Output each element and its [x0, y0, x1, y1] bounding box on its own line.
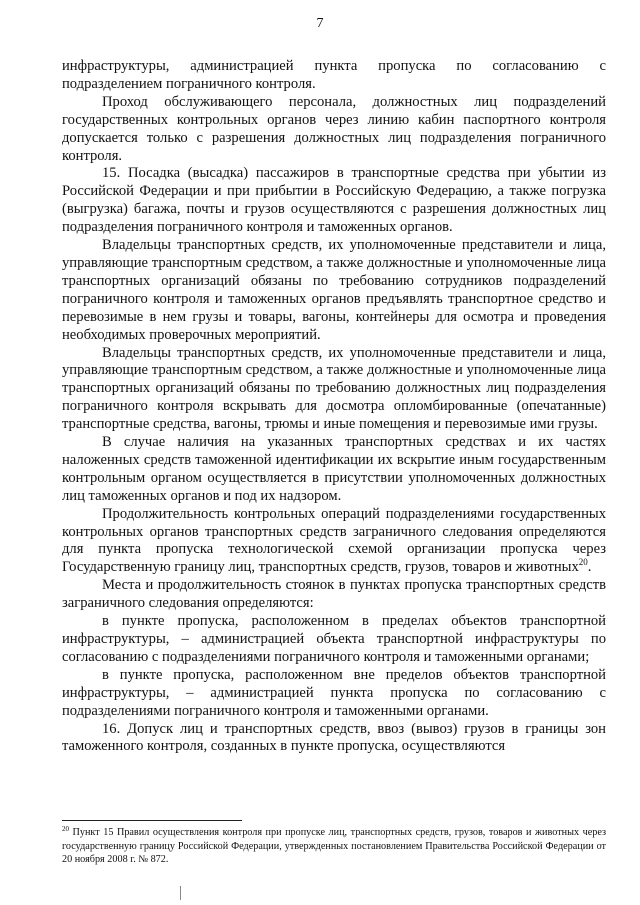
paragraph-10: в пункте пропуска, расположенном вне пределов объектов транспортной инфраструктуры, – администрацией пункта пропуска по согласованию с подразделениями пограничного контроля и таможенными органами.	[62, 666, 606, 719]
paragraph-7-text: Продолжительность контрольных операций подразделениями государственных контрольных органов транспортных средств заграничного следования определяются для пункта пропуска технологической схемой организации пропуска через Государственную границу лиц, транспортных средств, грузов, товаров и животных	[62, 505, 606, 576]
scan-mark	[180, 886, 181, 900]
paragraph-2: Проход обслуживающего персонала, должностных лиц подразделений государственных контрольных органов через линию кабин паспортного контроля допускается только с разрешения должностных лиц подразделения пограничного контроля.	[62, 93, 606, 164]
paragraph-9: в пункте пропуска, расположенном в пределах объектов транспортной инфраструктуры, – администрацией объекта транспортной инфраструктуры по согласованию с подразделениями пограничного контроля и таможенными органами;	[62, 613, 606, 665]
paragraph-5: Владельцы транспортных средств, их уполномоченные представители и лица, управляющие транспортным средством, а также должностные и уполномоченные лица транспортных организаций обязаны по требованию должностных лиц подразделения пограничного контроля вскрывать для досмотра опломбированные (опечатанные) транспортные средства, вагоны, трюмы и иные помещения и перевозимые ими грузы.	[62, 344, 606, 433]
paragraph-7-end: .	[587, 559, 592, 576]
footnote-divider	[62, 820, 242, 821]
paragraph-11: 16. Допуск лиц и транспортных средств, ввоз (вывоз) грузов в границы зон таможенного контроля, созданных в пункте пропуска, осуществляются	[62, 720, 606, 755]
paragraph-6: В случае наличия на указанных транспортных средствах и их частях наложенных средств таможенной идентификации их вскрытие иным государственным контрольным органом осуществляется в присутствии уполномоченных должностных лиц таможенных органов и под их надзором.	[62, 434, 606, 504]
footnote	[62, 826, 606, 867]
footnote-reference: 20	[578, 557, 588, 568]
page-number: 7	[316, 16, 324, 31]
footnote-text: Пункт 15 Правил осуществления контроля при пропуске лиц, транспортных средств, грузов, товаров и животных через государственную границу Российской Федерации, утвержденных постановлением Правительства Российской Федерации от 20 ноября 2008 г. № 872.	[62, 827, 606, 866]
paragraph-8: Места и продолжительность стоянок в пунктах пропуска транспортных средств заграничного следования определяются:	[62, 577, 606, 612]
footnote-number: 20	[62, 825, 69, 833]
paragraph-1: инфраструктуры, администрацией пункта пропуска по согласованию с подразделением пограничного контроля.	[62, 58, 606, 92]
paragraph-7	[62, 506, 606, 578]
document-body	[62, 58, 606, 756]
paragraph-4: Владельцы транспортных средств, их уполномоченные представители и лица, управляющие транспортным средством, а также должностные и уполномоченные лица транспортных организаций обязаны по требованию сотрудников подразделений пограничного контроля и таможенных органов предъявлять транспортное средство и перевозимые в нем грузы и товары, вагоны, контейнеры для осмотра и проведения необходимых проверочных мероприятий.	[62, 237, 606, 343]
paragraph-3: 15. Посадка (высадка) пассажиров в транспортные средства при убытии из Российской Федерации и при прибытии в Российскую Федерацию, а также погрузка (выгрузка) багажа, почты и грузов осуществляются с разрешения должностных лиц подразделения пограничного контроля и таможенных органов.	[62, 165, 606, 236]
